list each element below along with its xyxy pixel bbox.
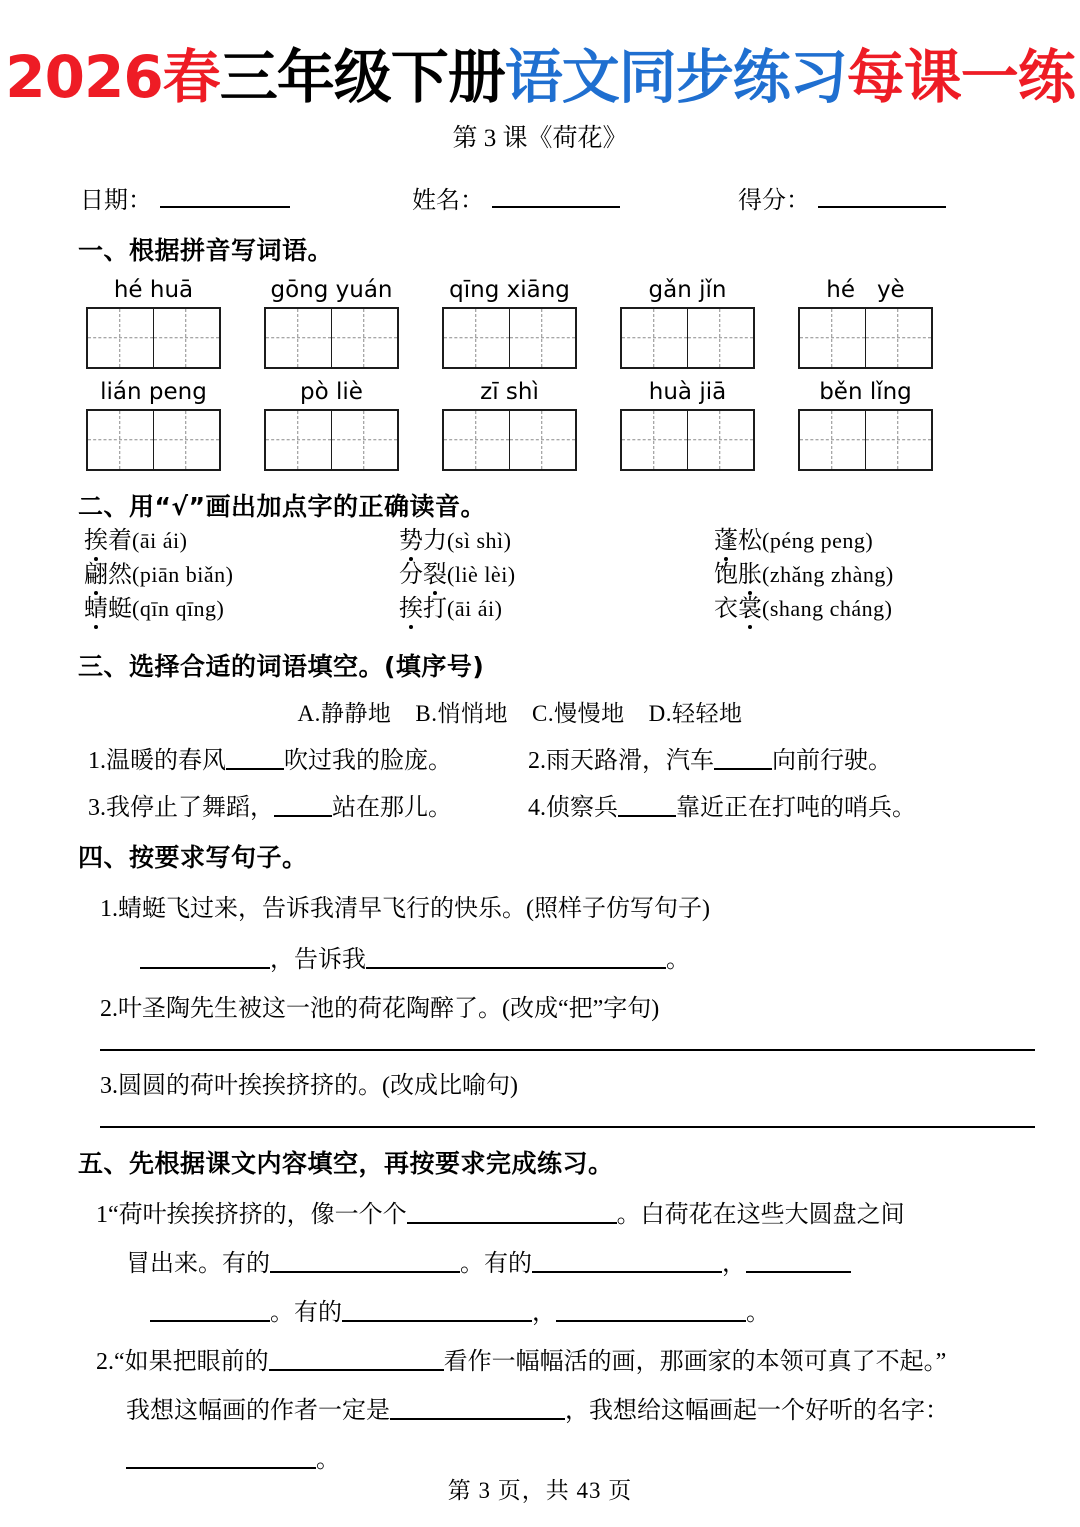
question-text: 向前行驶。 xyxy=(772,748,892,774)
date-field xyxy=(80,180,290,215)
title-part-series: 每课一练 xyxy=(846,43,1075,111)
tianzige-cell[interactable] xyxy=(444,411,510,469)
question-text: 2.“如果把眼前的 xyxy=(96,1349,269,1375)
section-2-items xyxy=(0,529,1080,631)
word-bank xyxy=(0,695,1080,728)
word-character: 分 xyxy=(399,562,423,588)
pinyin-options[interactable]: (liè lèi) xyxy=(447,562,516,587)
fill-question-3 xyxy=(88,787,528,822)
question-text: 看作一幅幅活的画，那画家的本领可真了不起。” xyxy=(443,1349,947,1375)
tianzige-row-2 xyxy=(0,409,1080,471)
answer-blank[interactable] xyxy=(226,748,284,770)
pinyin-label: běn lǐng xyxy=(819,379,912,405)
pinyin-options[interactable]: (sì shì) xyxy=(447,528,512,553)
tianzige-box[interactable] xyxy=(86,409,221,471)
tianzige-cell[interactable] xyxy=(266,309,332,367)
tianzige-box[interactable] xyxy=(620,409,755,471)
tianzige-box[interactable] xyxy=(86,307,221,369)
pinyin-row-2 xyxy=(0,379,1080,405)
question-text: 。白荷花在这些大圆盘之间 xyxy=(616,1202,905,1228)
tianzige-box[interactable] xyxy=(442,409,577,471)
sentence-question-1: 1.蜻蜓飞过来，告诉我清早飞行的快乐。(照样子仿写句子) xyxy=(100,896,710,922)
question-text: ， xyxy=(722,1251,746,1277)
page-footer: 第 3 页，共 43 页 xyxy=(447,1478,633,1503)
section-1-heading: 一、根据拼音写词语。 xyxy=(78,236,334,265)
cloze-line-6 xyxy=(0,1439,1080,1474)
word-bank-option[interactable]: A.静静地 xyxy=(297,701,392,726)
pinyin-options[interactable]: (piān biǎn) xyxy=(132,562,234,587)
tianzige-cell[interactable] xyxy=(800,309,866,367)
tianzige-cell[interactable] xyxy=(332,411,398,469)
score-field xyxy=(738,180,946,215)
dotted-character: 胀 xyxy=(738,562,762,588)
tianzige-cell[interactable] xyxy=(88,411,154,469)
pinyin-choice-item[interactable] xyxy=(714,597,1029,621)
question-text: ，我想给这幅画起一个好听的名字： xyxy=(565,1398,949,1424)
question-text: 我想这幅画的作者一定是 xyxy=(126,1398,390,1424)
word-bank-option[interactable]: B.悄悄地 xyxy=(415,701,508,726)
answer-blank[interactable] xyxy=(150,1300,270,1322)
word-bank-option[interactable]: C.慢慢地 xyxy=(532,701,625,726)
sentence-question-2: 2.叶圣陶先生被这一池的荷花陶醉了。(改成“把”字句) xyxy=(100,996,660,1022)
tianzige-cell[interactable] xyxy=(154,411,220,469)
answer-blank[interactable] xyxy=(274,795,332,817)
answer-blank[interactable] xyxy=(532,1251,722,1273)
tianzige-cell[interactable] xyxy=(866,411,932,469)
tianzige-box[interactable] xyxy=(798,307,933,369)
answer-rule[interactable] xyxy=(100,1049,1035,1051)
fill-question-row xyxy=(0,740,1080,775)
answer-rule[interactable] xyxy=(100,1126,1035,1128)
question-text: 2.雨天路滑，汽车 xyxy=(528,748,714,774)
word-character: 衣 xyxy=(714,596,738,622)
answer-blank[interactable] xyxy=(714,748,772,770)
word-bank-option[interactable]: D.轻轻地 xyxy=(648,701,743,726)
dotted-character: 挨 xyxy=(399,596,423,622)
pinyin-label: hé huā xyxy=(113,277,194,303)
name-field xyxy=(412,180,620,215)
sentence-answer-1 xyxy=(0,939,1080,974)
section-4-heading: 四、按要求写句子。 xyxy=(78,843,308,872)
pinyin-label: gǎn jǐn xyxy=(648,277,727,303)
tianzige-box[interactable] xyxy=(620,307,755,369)
word-character: 蜓 xyxy=(108,596,132,622)
pinyin-options[interactable]: (āi ái) xyxy=(447,596,503,621)
tianzige-cell[interactable] xyxy=(266,411,332,469)
answer-blank[interactable] xyxy=(407,1202,617,1224)
question-text: 。有的 xyxy=(460,1251,532,1277)
word-character: 力 xyxy=(423,528,447,554)
pinyin-options[interactable]: (qīn qīng) xyxy=(132,596,225,621)
tianzige-cell[interactable] xyxy=(866,309,932,367)
question-text: ， xyxy=(532,1300,556,1326)
dotted-character: 裂 xyxy=(423,562,447,588)
cloze-line-5 xyxy=(0,1390,1080,1425)
question-text: 3.我停止了舞蹈， xyxy=(88,795,274,821)
question-text: 1.温暖的春风 xyxy=(88,748,226,774)
answer-blank[interactable] xyxy=(746,1251,851,1273)
pinyin-options[interactable]: (āi ái) xyxy=(132,528,188,553)
meta-row xyxy=(0,180,1080,215)
score-label: 得分： xyxy=(738,188,810,214)
pinyin-choice-item[interactable] xyxy=(399,563,714,587)
title-part-year: 2026春 xyxy=(5,43,220,111)
date-label: 日期： xyxy=(80,188,152,214)
tianzige-cell[interactable] xyxy=(622,309,688,367)
dotted-character: 挨 xyxy=(84,528,108,554)
question-text: 。 xyxy=(316,1447,340,1473)
pinyin-label: huà jiā xyxy=(648,379,727,405)
fill-question-4 xyxy=(528,787,916,822)
title-part-grade: 三年级下册 xyxy=(219,43,505,111)
answer-blank[interactable] xyxy=(390,1398,565,1420)
answer-blank[interactable] xyxy=(140,947,270,969)
fill-question-row xyxy=(0,787,1080,822)
cloze-line-3 xyxy=(0,1292,1080,1327)
pinyin-choice-item[interactable] xyxy=(714,529,1029,553)
answer-blank[interactable] xyxy=(366,947,666,969)
pinyin-label: lián peng xyxy=(100,379,207,405)
dotted-character: 裳 xyxy=(738,596,762,622)
dotted-character: 翩 xyxy=(84,562,108,588)
title-part-subject: 语文同步练习 xyxy=(504,43,847,111)
question-text: 冒出来。有的 xyxy=(126,1251,270,1277)
answer-blank[interactable] xyxy=(126,1447,316,1469)
dotted-character: 蓬 xyxy=(714,528,738,554)
tianzige-row-1 xyxy=(0,307,1080,369)
dotted-character: 势 xyxy=(399,528,423,554)
section-3-heading: 三、选择合适的词语填空。(填序号) xyxy=(78,652,485,681)
answer-blank[interactable] xyxy=(556,1300,746,1322)
tianzige-cell[interactable] xyxy=(154,309,220,367)
tianzige-box[interactable] xyxy=(442,307,577,369)
pinyin-choice-item[interactable] xyxy=(399,597,714,621)
score-blank[interactable] xyxy=(818,184,946,208)
tianzige-cell[interactable] xyxy=(688,309,754,367)
name-blank[interactable] xyxy=(492,184,620,208)
pinyin-row-1 xyxy=(0,277,1080,303)
answer-blank[interactable] xyxy=(342,1300,532,1322)
tianzige-cell[interactable] xyxy=(88,309,154,367)
tianzige-cell[interactable] xyxy=(510,411,576,469)
cloze-line-4 xyxy=(0,1341,1080,1376)
question-text: 吹过我的脸庞。 xyxy=(284,748,452,774)
section-2-heading: 二、用“√”画出加点字的正确读音。 xyxy=(78,492,487,521)
name-label: 姓名： xyxy=(412,188,484,214)
pinyin-options[interactable]: (zhǎng zhàng) xyxy=(762,562,894,587)
question-text: 站在那儿。 xyxy=(332,795,452,821)
tianzige-cell[interactable] xyxy=(688,411,754,469)
answer-blank[interactable] xyxy=(618,795,676,817)
sentence-question-3: 3.圆圆的荷叶挨挨挤挤的。(改成比喻句) xyxy=(100,1073,518,1099)
tianzige-box[interactable] xyxy=(264,307,399,369)
pinyin-choice-item[interactable] xyxy=(84,563,399,587)
word-character: 饱 xyxy=(714,562,738,588)
tianzige-cell[interactable] xyxy=(800,411,866,469)
tianzige-cell[interactable] xyxy=(510,309,576,367)
pinyin-label: pò liè xyxy=(300,379,363,405)
pinyin-choice-item[interactable] xyxy=(399,529,714,553)
pinyin-options[interactable]: (shang cháng) xyxy=(762,596,893,621)
answer-blank[interactable] xyxy=(269,1349,444,1371)
question-text: 。有的 xyxy=(270,1300,342,1326)
word-character: 然 xyxy=(108,562,132,588)
cloze-line-2 xyxy=(0,1243,1080,1278)
question-text: 4.侦察兵 xyxy=(528,795,618,821)
pinyin-options[interactable]: (péng peng) xyxy=(762,528,874,553)
date-blank[interactable] xyxy=(160,184,290,208)
tianzige-cell[interactable] xyxy=(622,411,688,469)
pinyin-label: hé yè xyxy=(826,277,905,303)
question-text: 。 xyxy=(666,947,690,973)
word-character: 松 xyxy=(738,528,762,554)
answer-blank[interactable] xyxy=(270,1251,460,1273)
word-character: 着 xyxy=(108,528,132,554)
question-text: 靠近正在打吨的哨兵。 xyxy=(676,795,916,821)
cloze-line-1 xyxy=(0,1194,1080,1229)
pinyin-label: gōng yuán xyxy=(270,277,393,303)
question-text: ，告诉我 xyxy=(270,947,366,973)
section-5-heading: 五、先根据课文内容填空，再按要求完成练习。 xyxy=(78,1149,614,1178)
pinyin-choice-item[interactable] xyxy=(84,597,399,621)
pinyin-choice-item[interactable] xyxy=(84,529,399,553)
tianzige-cell[interactable] xyxy=(332,309,398,367)
pinyin-label: qīng xiāng xyxy=(449,277,570,303)
tianzige-box[interactable] xyxy=(798,409,933,471)
lesson-subtitle: 第 3 课《荷花》 xyxy=(452,125,628,152)
fill-question-1 xyxy=(88,740,528,775)
word-character: 打 xyxy=(423,596,447,622)
tianzige-cell[interactable] xyxy=(444,309,510,367)
question-text: 1“荷叶挨挨挤挤的，像一个个 xyxy=(96,1202,407,1228)
fill-question-2 xyxy=(528,740,892,775)
question-text: 。 xyxy=(746,1300,770,1326)
pinyin-label: zī shì xyxy=(480,379,539,405)
dotted-character: 蜻 xyxy=(84,596,108,622)
tianzige-box[interactable] xyxy=(264,409,399,471)
page-title xyxy=(0,0,1080,111)
pinyin-choice-item[interactable] xyxy=(714,563,1029,587)
